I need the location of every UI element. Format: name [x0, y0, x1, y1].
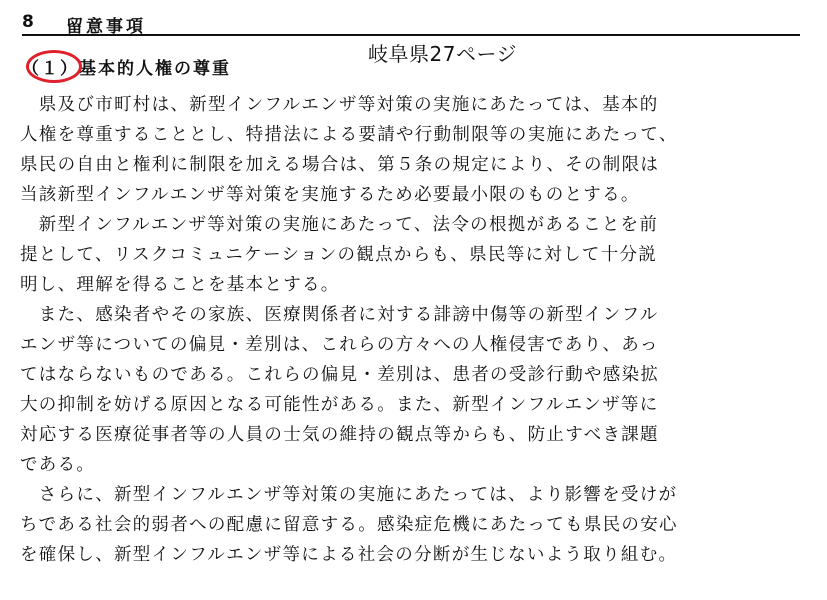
text-line: を確保し、新型インフルエンザ等による社会の分断が生じないよう取り組む。	[20, 545, 678, 565]
paragraph	[20, 90, 810, 210]
text-line: さらに、新型インフルエンザ等対策の実施にあたっては、より影響を受けが	[20, 485, 678, 505]
text-line: 提として、リスクコミュニケーションの観点からも、県民等に対して十分説	[20, 245, 658, 265]
text-line: 大の抑制を妨げる原因となる可能性がある。また、新型インフルエンザ等に	[20, 395, 659, 415]
text-line: てはならないものである。これらの偏見・差別は、患者の受診行動や感染拡	[20, 365, 660, 385]
text-line: エンザ等についての偏見・差別は、これらの方々への人権侵害であり、あっ	[20, 335, 659, 355]
subsection-number: （１）	[22, 59, 79, 79]
text-line: 県及び市町村は、新型インフルエンザ等対策の実施にあたっては、基本的	[20, 95, 659, 115]
text-line: 人権を尊重することとし、特措法による要請や行動制限等の実施にあたって、	[20, 125, 678, 145]
section-number: 8	[22, 12, 35, 32]
text-line: 県民の自由と権利に制限を加える場合は、第５条の規定により、その制限は	[20, 155, 660, 175]
text-line: ちである社会的弱者への配慮に留意する。感染症危機にあたっても県民の安心	[20, 515, 678, 535]
section-title: 留意事項	[66, 17, 146, 37]
document-body	[20, 90, 810, 570]
paragraph	[20, 210, 810, 300]
section-header	[22, 6, 800, 36]
text-line: 明し、理解を得ることを基本とする。	[20, 275, 340, 295]
text-line: 新型インフルエンザ等対策の実施にあたって、法令の根拠があることを前	[20, 215, 659, 235]
paragraph	[20, 480, 810, 570]
text-line: 対応する医療従事者等の人員の士気の維持の観点等からも、防止すべき課題	[20, 425, 659, 445]
paragraph	[20, 300, 810, 480]
red-circle-highlight	[26, 50, 82, 83]
text-line: 当該新型インフルエンザ等対策を実施するため必要最小限のものとする。	[20, 185, 640, 205]
text-line: である。	[20, 455, 96, 475]
text-line: また、感染者やその家族、医療関係者に対する誹謗中傷等の新型インフル	[20, 305, 659, 325]
subsection-title: 基本的人権の尊重	[79, 59, 231, 79]
page-reference-annotation: 岐阜県27ページ	[368, 42, 518, 66]
